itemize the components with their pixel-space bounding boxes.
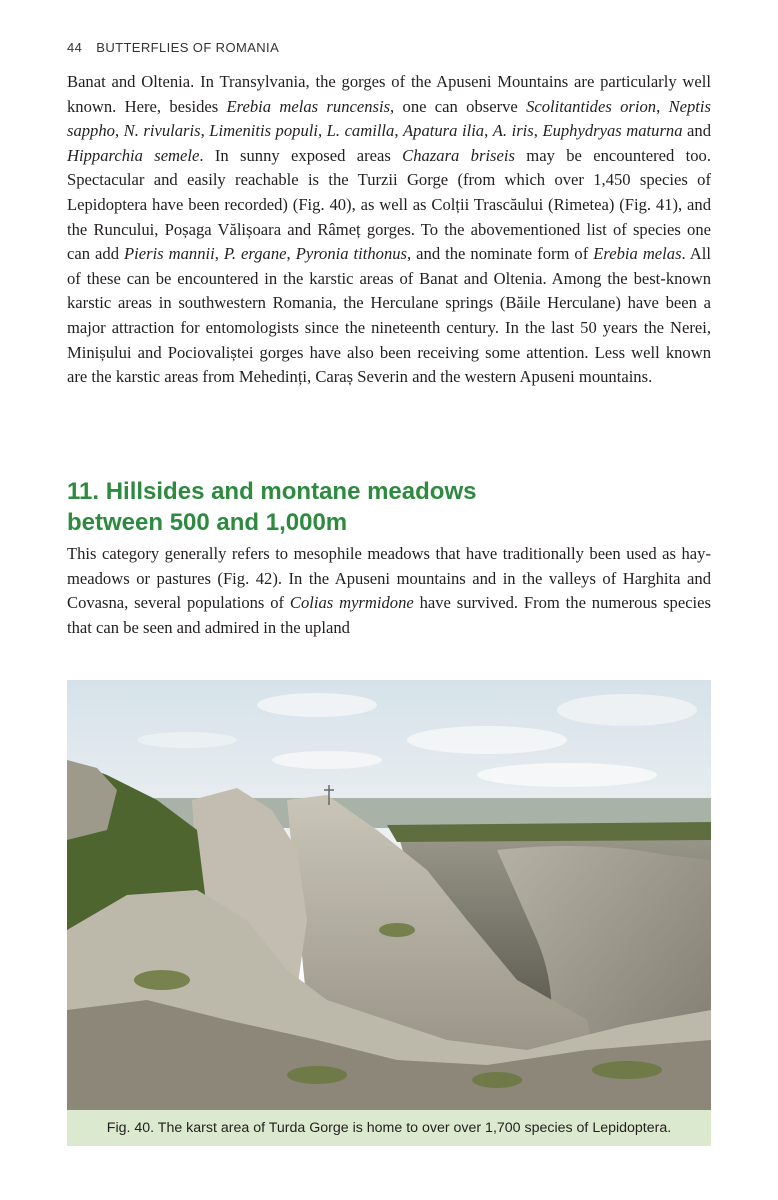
text-run: Banat and Oltenia. In Transylvania, the gorges of the Apuseni Mountains are particularly well known. Here, besides bbox=[67, 72, 711, 116]
figure-caption: Fig. 40. The karst area of Turda Gorge is home to over over 1,700 species of Lepidoptera. bbox=[67, 1110, 711, 1146]
paragraph-karst-gorges bbox=[67, 70, 711, 390]
text-run: , bbox=[394, 121, 404, 141]
paragraph-montane-meadows bbox=[67, 542, 711, 640]
species-name: Euphydryas maturna bbox=[542, 121, 683, 141]
species-name: P. ergane bbox=[223, 244, 287, 264]
species-name: L. camilla bbox=[326, 121, 395, 141]
page-number: 44 bbox=[67, 40, 83, 55]
text-run: , bbox=[286, 244, 296, 264]
species-name: Erebia melas runcensis bbox=[226, 96, 391, 116]
running-head bbox=[67, 40, 279, 55]
species-name: Limenitis populi bbox=[209, 121, 318, 141]
canyon-rim-vegetation bbox=[387, 822, 711, 842]
text-run: , bbox=[114, 121, 124, 141]
species-name: Scolitantides orion bbox=[526, 96, 657, 116]
species-name: Hipparchia semele bbox=[67, 145, 200, 165]
turda-gorge-photo bbox=[67, 680, 711, 1110]
species-name: Erebia melas bbox=[593, 244, 682, 264]
text-run: , bbox=[484, 121, 493, 141]
text-run: and bbox=[682, 121, 711, 141]
text-run: , bbox=[214, 244, 224, 264]
species-name: Pieris mannii bbox=[124, 244, 215, 264]
species-name: Pyronia tithonus bbox=[295, 244, 408, 264]
text-run: , bbox=[200, 121, 210, 141]
species-name: N. rivularis bbox=[123, 121, 201, 141]
text-run: , bbox=[533, 121, 543, 141]
species-name: A. iris bbox=[492, 121, 534, 141]
section-heading-line-1: 11. Hillsides and montane meadows bbox=[67, 478, 477, 505]
species-name: Chazara briseis bbox=[402, 145, 515, 165]
book-title: BUTTERFLIES OF ROMANIA bbox=[96, 40, 280, 55]
text-run: This category generally refers to mesophile meadows that have traditionally been used as hay-meadows or pastures (Fig. 42). In the Apuseni mountains and in the valleys of Harghita and Covasna, several populations of bbox=[67, 544, 711, 613]
text-run: may be encountered too. Spectacular and easily reachable is the Turzii Gorge (from which over 1,450 species of Lepidoptera have been recorded) (Fig. 40), as well as Colții Trascăului (Rimetea) (Fig. 41), and the Runcului, Poșaga Vălișoara and Râmeț gorges. To the abovementioned list of species one can add bbox=[67, 145, 711, 264]
species-name: Colias myrmidone bbox=[289, 593, 414, 613]
species-name: Apatura ilia bbox=[403, 121, 485, 141]
section-heading bbox=[67, 476, 711, 538]
text-run: . All of these can be encountered in the karstic areas of Banat and Oltenia. Among the best-known karstic areas in southwestern Romania, the Herculane springs (Băile Herculane) have been a major attraction for entomologists since the nineteenth century. In the last 50 years the Nerei, Minișului and Pociovaliștei gorges have also been receiving some attention. Less well known are the karstic areas from Mehedinți, Caraș Severin and the western Apuseni mountains. bbox=[67, 244, 711, 387]
text-run: , one can observe bbox=[390, 96, 527, 116]
section-heading-line-2: between 500 and 1,000m bbox=[67, 509, 348, 536]
text-run: , bbox=[317, 121, 327, 141]
text-run: , and the nominate form of bbox=[407, 244, 594, 264]
text-run: have survived. From the numerous species that can be seen and admired in the upland bbox=[67, 593, 711, 637]
species-name: Neptis sappho bbox=[67, 96, 711, 141]
text-run: , bbox=[656, 96, 669, 116]
text-run: . In sunny exposed areas bbox=[199, 145, 403, 165]
